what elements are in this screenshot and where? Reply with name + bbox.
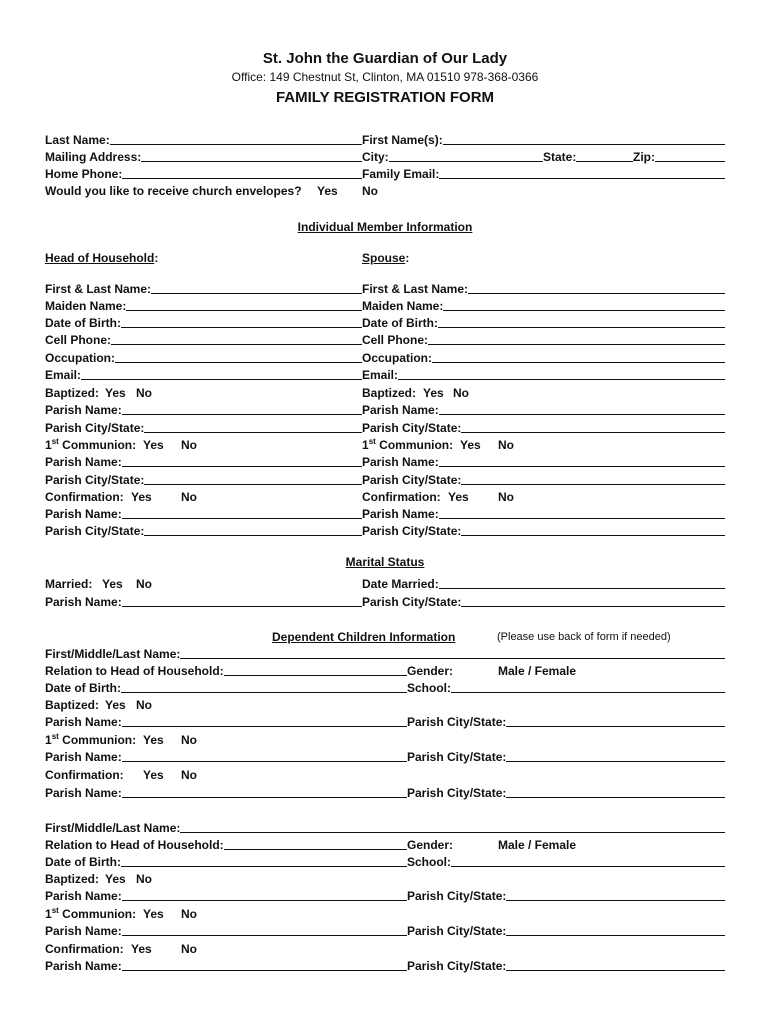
spouse-first-last-name-field[interactable]: First & Last Name: [362, 282, 725, 296]
head-baptism-parish-name-field[interactable]: Parish Name: [45, 403, 362, 417]
child1-gender-options[interactable]: Male / Female [498, 664, 577, 678]
spouse-communion-parish-city-field[interactable]: Parish City/State: [362, 473, 725, 487]
head-occupation-field[interactable]: Occupation: [45, 351, 362, 365]
child1-confirmation-parish-city-field[interactable]: Parish City/State: [407, 786, 725, 800]
child2-gender-options[interactable]: Male / Female [498, 838, 577, 852]
child1-communion-parish-name-field[interactable]: Parish Name: [45, 750, 407, 764]
head-confirmation-yes[interactable]: Yes [131, 490, 152, 504]
child2-baptized-label: Baptized: [45, 872, 99, 886]
spouse-confirmation-parish-name-field[interactable]: Parish Name: [362, 507, 725, 521]
head-communion-parish-city-field[interactable]: Parish City/State: [45, 473, 362, 487]
spouse-maiden-name-field[interactable]: Maiden Name: [362, 299, 725, 313]
individual-section-title: Individual Member Information [297, 220, 473, 234]
church-name: St. John the Guardian of Our Lady [262, 50, 508, 67]
child2-name-field[interactable]: First/Middle/Last Name: [45, 821, 725, 835]
head-communion-parish-name-field[interactable]: Parish Name: [45, 455, 362, 469]
date-married-field[interactable]: Date Married: [362, 577, 725, 591]
marriage-parish-city-field[interactable]: Parish City/State: [362, 595, 725, 609]
head-communion-label: 1st Communion: [45, 437, 137, 452]
spouse-heading: Spouse: [362, 251, 410, 265]
married-yes[interactable]: Yes [102, 577, 123, 591]
head-of-household-heading: Head of Household: [45, 251, 159, 265]
office-info: Office: 149 Chestnut St, Clinton, MA 01510 978-368-0366 [231, 70, 539, 84]
head-cell-phone-field[interactable]: Cell Phone: [45, 333, 362, 347]
head-confirmation-no[interactable]: No [181, 490, 197, 504]
head-baptism-parish-city-field[interactable]: Parish City/State: [45, 421, 362, 435]
child1-confirmation-no[interactable]: No [181, 768, 197, 782]
child1-communion-parish-city-field[interactable]: Parish City/State: [407, 750, 725, 764]
spouse-confirmation-no[interactable]: No [498, 490, 514, 504]
spouse-confirmation-label: Confirmation: [362, 490, 441, 504]
envelopes-no-option[interactable]: No [362, 184, 378, 198]
spouse-confirmation-parish-city-field[interactable]: Parish City/State: [362, 524, 725, 538]
head-dob-field[interactable]: Date of Birth: [45, 316, 362, 330]
child2-confirmation-parish-city-field[interactable]: Parish City/State: [407, 959, 725, 973]
child2-baptized-no[interactable]: No [136, 872, 152, 886]
spouse-baptized-no[interactable]: No [453, 386, 469, 400]
spouse-confirmation-yes[interactable]: Yes [448, 490, 469, 504]
state-field[interactable]: State: [543, 150, 633, 164]
child1-communion-yes[interactable]: Yes [143, 733, 164, 747]
spouse-cell-phone-field[interactable]: Cell Phone: [362, 333, 725, 347]
spouse-communion-parish-name-field[interactable]: Parish Name: [362, 455, 725, 469]
child2-baptism-parish-name-field[interactable]: Parish Name: [45, 889, 407, 903]
child2-baptism-parish-city-field[interactable]: Parish City/State: [407, 889, 725, 903]
child1-communion-label: 1st Communion: [45, 732, 137, 747]
spouse-email-field[interactable]: Email: [362, 368, 725, 382]
child1-baptism-parish-name-field[interactable]: Parish Name: [45, 715, 407, 729]
child1-communion-no[interactable]: No [181, 733, 197, 747]
child1-name-field[interactable]: First/Middle/Last Name: [45, 647, 725, 661]
child2-confirmation-parish-name-field[interactable]: Parish Name: [45, 959, 407, 973]
child2-school-field[interactable]: School: [407, 855, 725, 869]
children-section-title: Dependent Children Information [272, 630, 456, 644]
child1-relation-field[interactable]: Relation to Head of Household: [45, 664, 407, 678]
head-first-last-name-field[interactable]: First & Last Name: [45, 282, 362, 296]
head-email-field[interactable]: Email: [45, 368, 362, 382]
child1-gender-label: Gender: [407, 664, 454, 678]
child2-confirmation-label: Confirmation: [45, 942, 124, 956]
head-communion-yes[interactable]: Yes [143, 438, 164, 452]
spouse-dob-field[interactable]: Date of Birth: [362, 316, 725, 330]
married-label: Married: [45, 577, 93, 591]
head-maiden-name-field[interactable]: Maiden Name: [45, 299, 362, 313]
child2-baptized-yes[interactable]: Yes [105, 872, 126, 886]
zip-field[interactable]: Zip: [633, 150, 725, 164]
child2-communion-label: 1st Communion: [45, 906, 137, 921]
spouse-occupation-field[interactable]: Occupation: [362, 351, 725, 365]
child2-communion-parish-city-field[interactable]: Parish City/State: [407, 924, 725, 938]
child1-baptism-parish-city-field[interactable]: Parish City/State: [407, 715, 725, 729]
child2-communion-yes[interactable]: Yes [143, 907, 164, 921]
spouse-baptism-parish-name-field[interactable]: Parish Name: [362, 403, 725, 417]
spouse-communion-label: 1st Communion: [362, 437, 454, 452]
head-baptized-label: Baptized: [45, 386, 99, 400]
married-no[interactable]: No [136, 577, 152, 591]
head-communion-no[interactable]: No [181, 438, 197, 452]
spouse-baptized-label: Baptized: [362, 386, 416, 400]
head-confirmation-label: Confirmation: [45, 490, 124, 504]
envelopes-yes-option[interactable]: Yes [317, 184, 338, 198]
child2-confirmation-yes[interactable]: Yes [131, 942, 152, 956]
child2-gender-label: Gender: [407, 838, 454, 852]
child1-school-field[interactable]: School: [407, 681, 725, 695]
family-email-field[interactable]: Family Email: [362, 167, 725, 181]
first-names-field[interactable]: First Name(s): [362, 133, 725, 147]
spouse-baptism-parish-city-field[interactable]: Parish City/State: [362, 421, 725, 435]
child1-confirmation-parish-name-field[interactable]: Parish Name: [45, 786, 407, 800]
child2-confirmation-no[interactable]: No [181, 942, 197, 956]
child1-dob-field[interactable]: Date of Birth: [45, 681, 407, 695]
marriage-parish-name-field[interactable]: Parish Name: [45, 595, 362, 609]
head-confirmation-parish-city-field[interactable]: Parish City/State: [45, 524, 362, 538]
child2-dob-field[interactable]: Date of Birth: [45, 855, 407, 869]
children-note: (Please use back of form if needed) [497, 631, 671, 643]
head-baptized-yes[interactable]: Yes [105, 386, 126, 400]
child2-relation-field[interactable]: Relation to Head of Household: [45, 838, 407, 852]
marital-section-title: Marital Status [345, 555, 425, 569]
child1-confirmation-yes[interactable]: Yes [143, 768, 164, 782]
head-baptized-no[interactable]: No [136, 386, 152, 400]
city-field[interactable]: City: [362, 150, 543, 164]
child1-baptized-no[interactable]: No [136, 698, 152, 712]
mailing-address-field[interactable]: Mailing Address: [45, 150, 362, 164]
child1-baptized-yes[interactable]: Yes [105, 698, 126, 712]
spouse-communion-no[interactable]: No [498, 438, 514, 452]
spouse-baptized-yes[interactable]: Yes [423, 386, 444, 400]
form-title: FAMILY REGISTRATION FORM [275, 89, 495, 106]
child1-baptized-label: Baptized: [45, 698, 99, 712]
child1-confirmation-label: Confirmation: [45, 768, 124, 782]
spouse-communion-yes[interactable]: Yes [460, 438, 481, 452]
head-confirmation-parish-name-field[interactable]: Parish Name: [45, 507, 362, 521]
child2-communion-parish-name-field[interactable]: Parish Name: [45, 924, 407, 938]
child2-communion-no[interactable]: No [181, 907, 197, 921]
last-name-field[interactable]: Last Name: [45, 133, 362, 147]
envelopes-question: Would you like to receive church envelopes? [45, 184, 302, 198]
home-phone-field[interactable]: Home Phone: [45, 167, 362, 181]
